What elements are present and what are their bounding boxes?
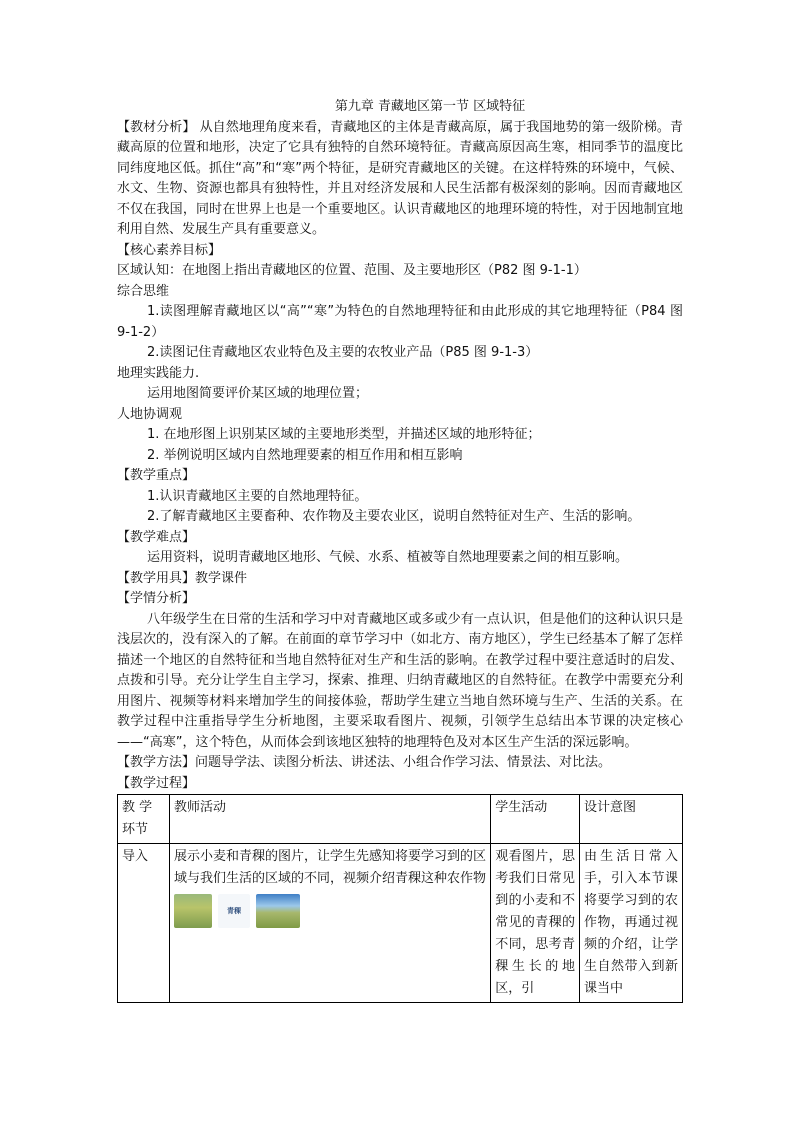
textbook-analysis-heading: 【教材分析】 bbox=[117, 119, 196, 135]
textbook-analysis bbox=[117, 118, 683, 241]
key-points-line-1: 1.认识青藏地区主要的自然地理特征。 bbox=[147, 488, 368, 504]
document-page bbox=[117, 97, 683, 1003]
key-points-heading: 【教学重点】 bbox=[117, 468, 196, 483]
header-teacher: 教师活动 bbox=[170, 795, 491, 844]
core-literacy-line-8: 1. 在地形图上识别某区域的主要地形类型，并描述区域的地形特征； bbox=[147, 427, 541, 442]
barley-label-image bbox=[218, 894, 250, 928]
row-teacher-text: 展示小麦和青稞的图片，让学生先感知将要学习到的区域与我们生活的区域的不同，视频介绍青稞这种农作物 bbox=[174, 849, 487, 886]
core-literacy-line-9: 2. 举例说明区域内自然地理要素的相互作用和相互影响 bbox=[147, 447, 463, 463]
process-heading: 【教学过程】 bbox=[117, 775, 196, 791]
barley-image bbox=[256, 894, 300, 928]
row-student: 观看图片，思考我们日常见到的小麦和不常见的青稞的不同，思考青稞生长的地区，引 bbox=[491, 844, 580, 1003]
core-literacy-heading: 【核心素养目标】 bbox=[117, 242, 222, 258]
header-student: 学生活动 bbox=[491, 795, 580, 844]
barley-label-text: 青稞 bbox=[227, 907, 241, 915]
tools-heading: 【教学用具】 bbox=[117, 570, 196, 586]
difficulties-heading: 【教学难点】 bbox=[117, 529, 196, 545]
core-literacy-line-1: 区域认知：在地图上指出青藏地区的位置、范围、及主要地形区（P82 图 9-1-1） bbox=[117, 263, 587, 278]
textbook-analysis-text: 从自然地理角度来看，青藏地区的主体是青藏高原，属于我国地势的第一级阶梯。青藏高原的位置和地形，决定了它具有独特的自然环境特征。青藏高原因高生寒，相同季节的温度比同纬度地区低。抓住“高”和“寒”两个特征，是研究青藏地区的关键。在这样特殊的环境中，气候、水文、生物、资源也都具有独特性，并且对经济发展和人民生活都有极深刻的影响。因而青藏地区不仅在我国，同时在世界上也是一个重要地区。认识青藏地区的地理环境的特性，对于因地制宜地利用自然、发展生产具有重要意义。 bbox=[117, 119, 683, 237]
table-row bbox=[118, 844, 683, 1003]
methods-text: 问题导学法、读图分析法、讲述法、小组合作学习法、情景法、对比法。 bbox=[195, 755, 612, 770]
header-intent: 设计意图 bbox=[579, 795, 682, 844]
crop-images bbox=[174, 894, 486, 928]
methods-line bbox=[117, 753, 683, 774]
table-header-row bbox=[118, 795, 683, 844]
core-literacy-line-4: 2.读图记住青藏地区农业特色及主要的农牧业产品（P85 图 9-1-3） bbox=[147, 345, 539, 360]
core-literacy-line-7: 人地协调观 bbox=[117, 406, 183, 422]
difficulties-text: 运用资料，说明青藏地区地形、气候、水系、植被等自然地理要素之间的相互影响。 bbox=[147, 550, 629, 565]
tools-line bbox=[117, 569, 683, 590]
core-literacy-line-2: 综合思维 bbox=[117, 283, 170, 299]
wheat-image bbox=[174, 894, 212, 928]
tools-text: 教学课件 bbox=[195, 570, 248, 586]
key-points-line-2: 2.了解青藏地区主要畜种、农作物及主要农业区，说明自然特征对生产、生活的影响。 bbox=[147, 509, 641, 524]
core-literacy-line-6: 运用地图简要评价某区域的地理位置； bbox=[147, 386, 369, 401]
row-teacher-cell bbox=[170, 844, 491, 1003]
row-intent: 由生活日常入手，引入本节课将要学习到的农作物，再通过视频的介绍，让学生自然带入到新课当中 bbox=[579, 844, 682, 1003]
student-analysis-heading: 【学情分析】 bbox=[117, 591, 196, 606]
header-stage: 教 学 环节 bbox=[118, 795, 170, 844]
methods-heading: 【教学方法】 bbox=[117, 755, 196, 770]
row-stage: 导入 bbox=[118, 844, 170, 1003]
core-literacy-line-5: 地理实践能力. bbox=[117, 365, 200, 381]
core-literacy-line-3: 1.读图理解青藏地区以“高”“寒”为特色的自然地理特征和由此形成的其它地理特征（P84 图 9-1-2） bbox=[117, 304, 683, 340]
student-analysis-text: 八年级学生在日常的生活和学习中对青藏地区或多或少有一点认识，但是他们的这种认识只是浅层次的，没有深入的了解。在前面的章节学习中（如北方、南方地区），学生已经基本了解了怎样描述一个地区的自然特征和当地自然特征对生产和生活的影响。在教学过程中要注意适时的启发、点拨和引导。充分让学生自主学习，探索、推理、归纳青藏地区的自然特征。在教学中需要充分利用图片、视频等材料来增加学生的间接体验，帮助学生建立当地自然环境与生产、生活的关系。在教学过程中注重指导学生分析地图，主要采取看图片、视频，引领学生总结出本节课的决定核心——“高寒”，这个特色，从而体会到该地区独特的地理特色及对本区生产生活的深远影响。 bbox=[117, 611, 683, 750]
document-title: 第九章 青藏地区第一节 区域特征 bbox=[334, 99, 526, 114]
process-table bbox=[117, 794, 683, 1003]
